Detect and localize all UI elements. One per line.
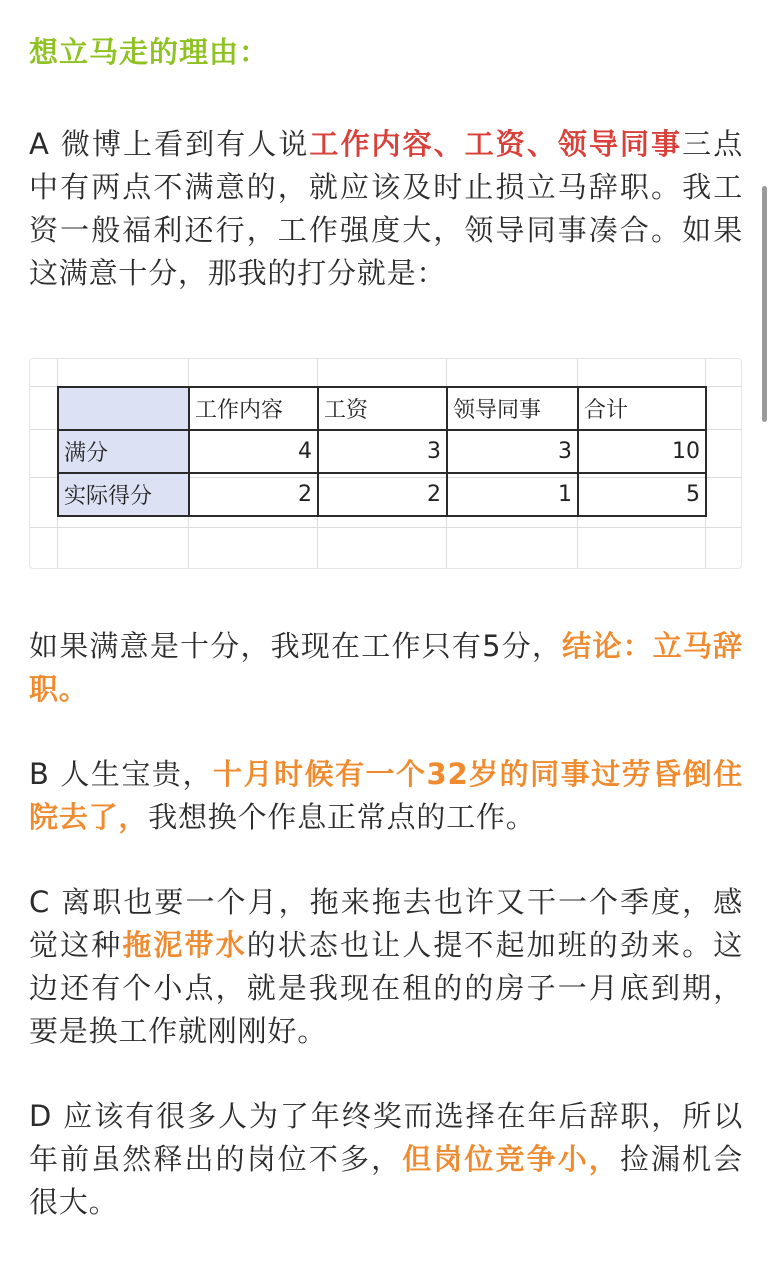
table-header-cell: 领导同事 (447, 387, 578, 430)
table-cell: 3 (447, 430, 578, 473)
paragraph-d-text-2: 捡漏机会很大。 (29, 1142, 744, 1219)
paragraph-d (29, 1095, 743, 1224)
paragraph-b-text-1: B 人生宝贵， (29, 757, 213, 791)
table-cell: 1 (447, 473, 578, 516)
paragraph-b-text-2: 我想换个作息正常点的工作。 (148, 800, 536, 834)
bottom-fade-overlay (0, 1254, 769, 1280)
vertical-scrollbar[interactable] (762, 186, 767, 422)
table-cell: 2 (318, 473, 447, 516)
table-header-cell: 工作内容 (189, 387, 318, 430)
paragraph-b (29, 753, 743, 839)
conclusion-text: 如果满意是十分，我现在工作只有5分， (29, 629, 563, 663)
table-cell: 4 (189, 430, 318, 473)
paragraph-b-highlight: 十月时候有一个32岁的同事过劳昏倒住院去了， (29, 757, 743, 834)
spreadsheet-image (29, 358, 742, 569)
row-label: 满分 (58, 430, 189, 473)
conclusion-paragraph (29, 625, 743, 711)
table-cell: 3 (318, 430, 447, 473)
paragraph-c-text-1: C 离职也要一个月，拖来拖去也许又干一个季度，感觉这种 (29, 885, 743, 962)
table-row (58, 473, 706, 516)
paragraph-a-text-1: A 微博上看到有人说 (29, 127, 310, 161)
paragraph-c-highlight: 拖泥带水 (122, 928, 247, 962)
paragraph-a-text-2: 三点中有两点不满意的，就应该及时止损立马辞职。我工资一般福利还行，工作强度大，领导同事凑合。如果这满意十分，那我的打分就是： (29, 127, 744, 290)
paragraph-d-highlight: 但岗位竞争小， (402, 1142, 620, 1176)
paragraph-c-text-2: 的状态也让人提不起加班的劲来。这边还有个小点，就是我现在租的的房子一月底到期，要是换工作就刚刚好。 (29, 928, 744, 1048)
paragraph-c (29, 881, 743, 1053)
table-cell: 5 (578, 473, 706, 516)
paragraph-a-highlight: 工作内容、工资、领导同事 (309, 127, 683, 161)
score-table (57, 386, 707, 517)
table-header-cell: 合计 (578, 387, 706, 430)
article-body (29, 28, 743, 1224)
paragraph-a (29, 123, 743, 295)
conclusion-highlight: 结论：立马辞职。 (29, 629, 743, 706)
paragraph-d-text-1: D 应该有很多人为了年终奖而选择在年后辞职，所以年前虽然释出的岗位不多， (29, 1099, 743, 1176)
table-header-row (58, 387, 706, 430)
section-heading: 想立马走的理由： (29, 35, 270, 69)
row-label: 实际得分 (58, 473, 189, 516)
table-cell: 2 (189, 473, 318, 516)
table-cell: 10 (578, 430, 706, 473)
table-header-cell: 工资 (318, 387, 447, 430)
table-row (58, 430, 706, 473)
table-header-cell (58, 387, 189, 430)
